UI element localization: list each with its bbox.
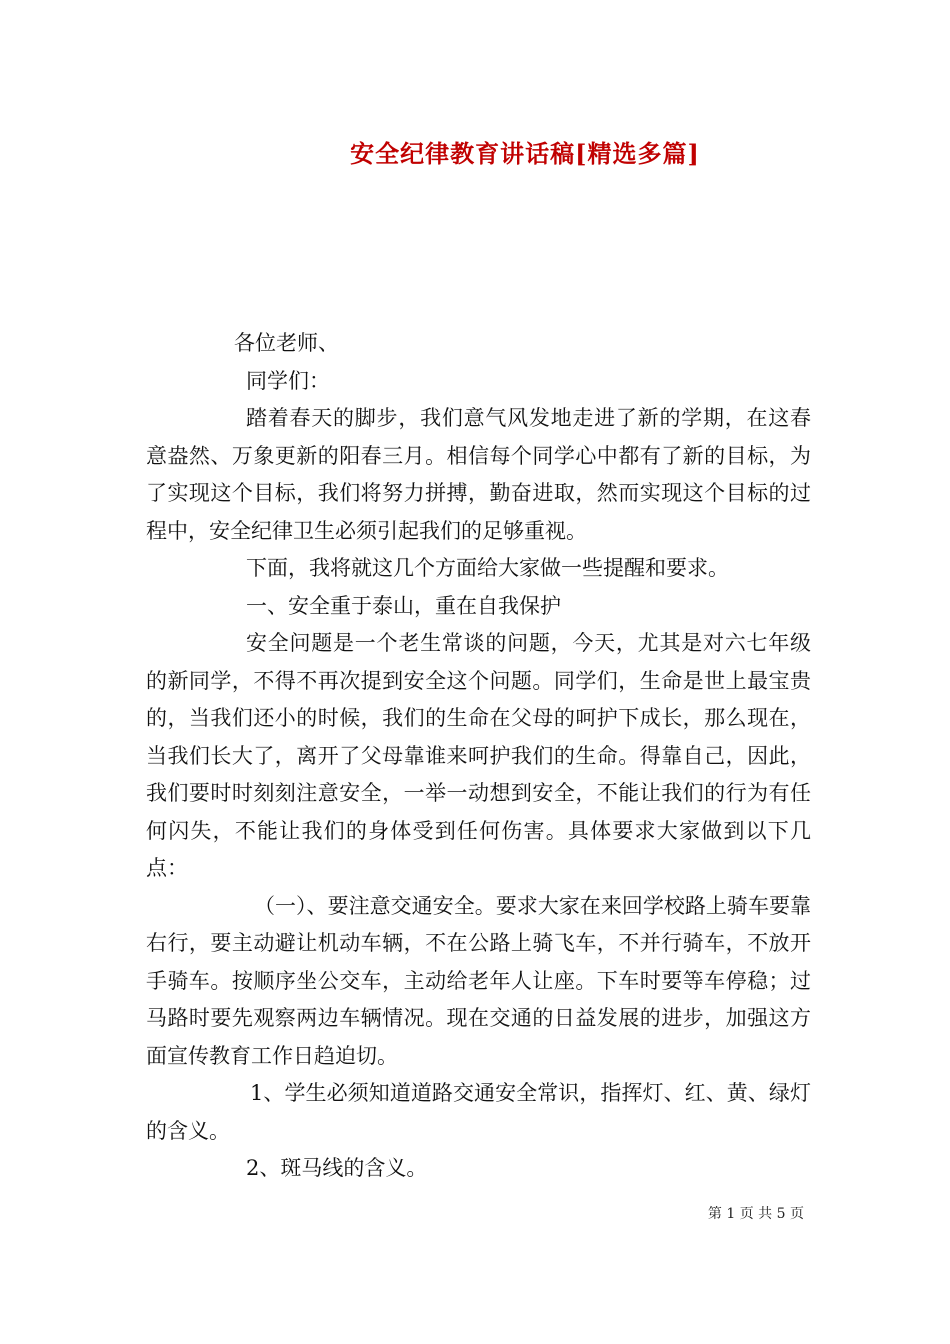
paragraph-traffic: （一）、要注意交通安全。要求大家在来回学校路上骑车要靠右行，要主动避让机动车辆，不在公路上骑飞车，不并行骑车，不放开手骑车。按顺序坐公交车，主动给老年人让座。下车时要等车停稳；过马路时要先观察两边车辆情况。现在交通的日益发展的进步，加强这方面宣传教育工作日趋迫切。 [146,893,811,1068]
list-item-1: 1、学生必须知道道路交通安全常识，指挥灯、红、黄、绿灯的含义。 [146,1081,811,1143]
document-body [146,325,811,1188]
greeting-line-1: 各位老师、 [234,331,339,355]
list-item-2: 2、斑马线的含义。 [246,1156,428,1180]
greeting-line-2: 同学们： [246,368,330,393]
paragraph-transition: 下面，我将就这几个方面给大家做一些提醒和要求。 [246,556,729,580]
paragraph-safety: 安全问题是一个老生常谈的问题，今天，尤其是对六七年级的新同学，不得不再次提到安全这个问题。同学们，生命是世上最宝贵的，当我们还小的时候，我们的生命在父母的呵护下成长，那么现在，当我们长大了，离开了父母靠谁来呵护我们的生命。得靠自己，因此，我们要时时刻刻注意安全，一举一动想到安全，不能让我们的行为有任何闪失，不能让我们的身体受到任何伤害。具体要求大家做到以下几点： [146,631,811,880]
section-heading-safety: 一、安全重于泰山，重在自我保护 [246,593,561,618]
document-title: 安全纪律教育讲话稿[精选多篇] [350,139,700,168]
paragraph-intro: 踏着春天的脚步，我们意气风发地走进了新的学期，在这春意盎然、万象更新的阳春三月。相信每个同学心中都有了新的目标，为了实现这个目标，我们将努力拼搏，勤奋进取，然而实现这个目标的过程中，安全纪律卫生必须引起我们的足够重视。 [146,406,811,543]
page-number: 第 1 页 共 5 页 [707,1206,804,1222]
